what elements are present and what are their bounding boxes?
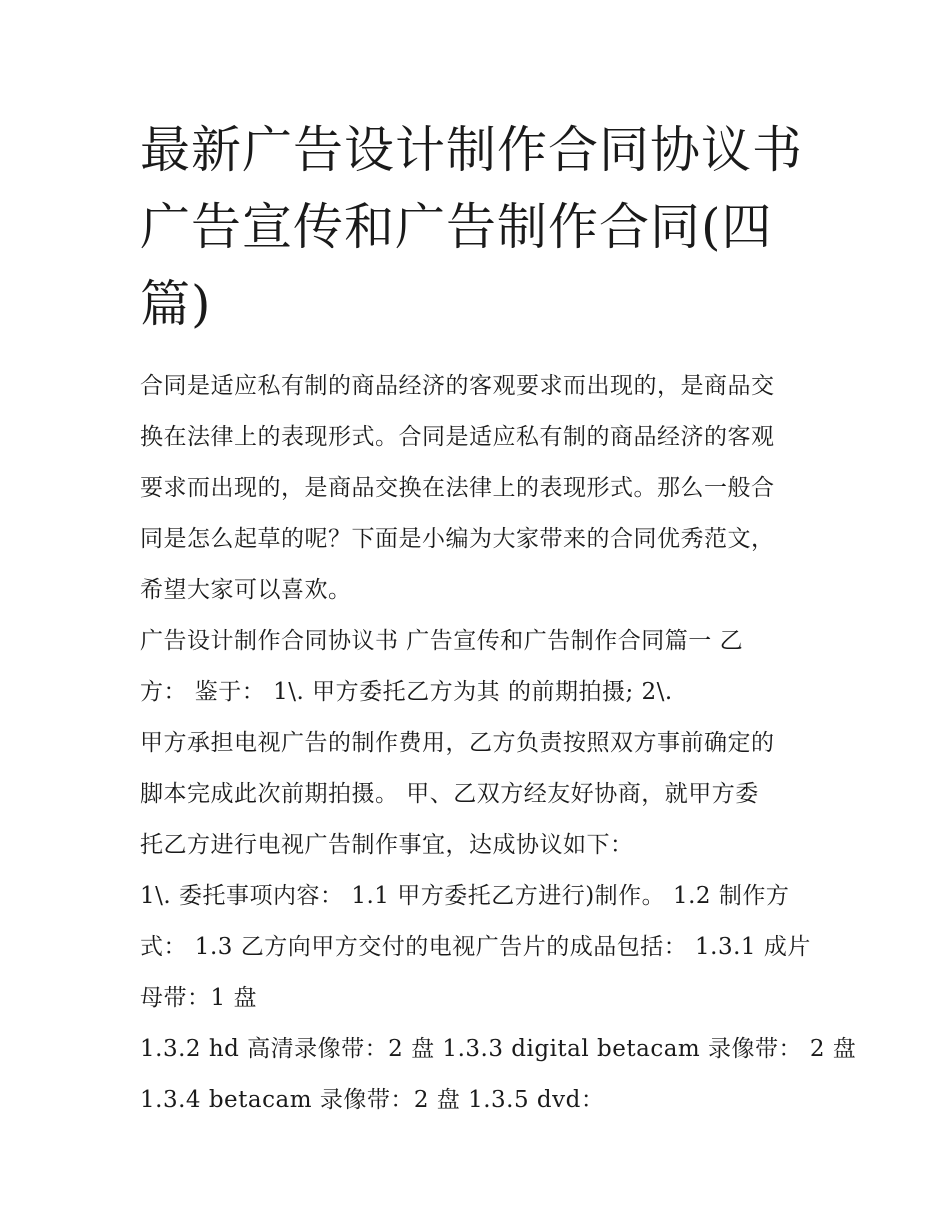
intro-paragraph bbox=[140, 361, 820, 616]
text-line: 1\. 委托事项内容： 1.1 甲方委托乙方进行)制作。 1.2 制作方 bbox=[140, 883, 790, 909]
document-content bbox=[140, 112, 857, 1126]
title-line: 篇) bbox=[140, 275, 212, 333]
text-line: 合同是适应私有制的商品经济的客观要求而出现的，是商品交 bbox=[140, 373, 775, 399]
deliverables-paragraph bbox=[140, 1024, 857, 1126]
contract-heading-paragraph bbox=[140, 616, 820, 718]
commission-content-paragraph bbox=[140, 871, 820, 1024]
title-line: 广告宣传和广告制作合同(四 bbox=[140, 198, 773, 256]
text-line: 托乙方进行电视广告制作事宜，达成协议如下： bbox=[140, 832, 634, 858]
text-line: 式： 1.3 乙方向甲方交付的电视广告片的成品包括： 1.3.1 成片 bbox=[140, 934, 811, 960]
text-line: 脚本完成此次前期拍摄。 甲、乙双方经友好协商，就甲方委 bbox=[140, 781, 759, 807]
text-line: 广告设计制作合同协议书 广告宣传和广告制作合同篇一 乙 bbox=[140, 628, 744, 654]
text-line: 1.3.2 hd 高清录像带：2 盘 1.3.3 digital betacam 录像带： 2 盘 bbox=[140, 1036, 857, 1062]
text-line: 1.3.4 betacam 录像带：2 盘 1.3.5 dvd： bbox=[140, 1087, 605, 1113]
text-line: 换在法律上的表现形式。合同是适应私有制的商品经济的客观 bbox=[140, 424, 775, 450]
text-line: 方： 鉴于： 1\. 甲方委托乙方为其 的前期拍摄; 2\. bbox=[140, 679, 673, 705]
text-line: 甲方承担电视广告的制作费用，乙方负责按照双方事前确定的 bbox=[140, 730, 775, 756]
text-line: 希望大家可以喜欢。 bbox=[140, 577, 352, 603]
text-line: 同是怎么起草的呢？下面是小编为大家带来的合同优秀范文， bbox=[140, 526, 775, 552]
document-body bbox=[140, 361, 857, 1126]
contract-terms-paragraph bbox=[140, 718, 820, 871]
text-line: 要求而出现的，是商品交换在法律上的表现形式。那么一般合 bbox=[140, 475, 775, 501]
document-title bbox=[140, 112, 820, 343]
title-line: 最新广告设计制作合同协议书 bbox=[140, 121, 803, 179]
text-line: 母带：1 盘 bbox=[140, 985, 257, 1011]
